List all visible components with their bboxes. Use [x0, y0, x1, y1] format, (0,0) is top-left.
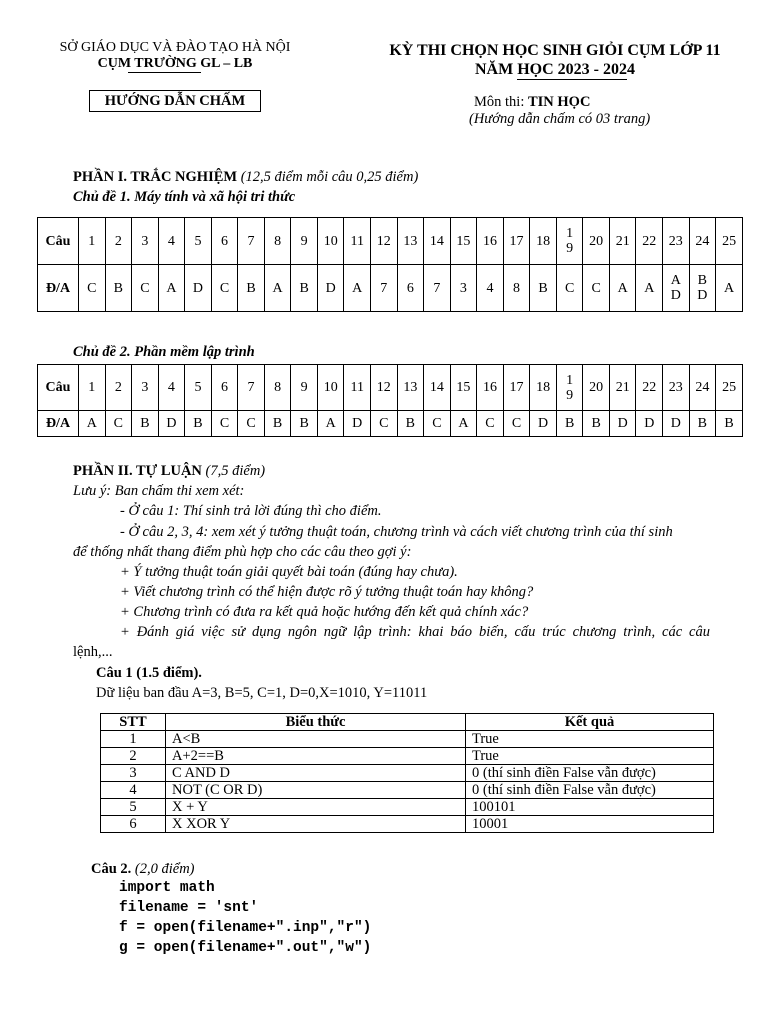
expression-result-cell: True: [466, 748, 714, 765]
answers2-cell: B: [689, 411, 716, 437]
expression-expression-cell: C AND D: [166, 765, 466, 782]
answers1-cell: B D: [689, 265, 716, 312]
answers2-cell: D: [663, 411, 690, 437]
question-cell: 3: [132, 365, 159, 411]
expression-result-cell: 0 (thí sinh điền False vẫn được): [466, 782, 714, 799]
question-cell: 1 9: [556, 218, 583, 265]
expression-stt-cell: 1: [101, 731, 166, 748]
answers1-cell: A: [636, 265, 663, 312]
answers2-cell: D: [344, 411, 371, 437]
topic1-title: Chủ đề 1. Máy tính và xã hội tri thức: [73, 189, 296, 205]
note-questions234-line2: để thống nhất thang điểm phù hợp cho các câu theo gợi ý:: [73, 544, 412, 560]
expression-stt-cell: 6: [101, 816, 166, 833]
question2-points: (2,0 điểm): [131, 861, 195, 877]
question-cell: 11: [344, 365, 371, 411]
answers1-cell: A: [264, 265, 291, 312]
question-cell: 16: [477, 365, 504, 411]
question-cell: 20: [583, 365, 610, 411]
question-cell: 22: [636, 218, 663, 265]
expression-row: [101, 748, 714, 765]
answer-row: [38, 265, 743, 312]
question-cell: 14: [424, 218, 451, 265]
answers2-cell: D: [158, 411, 185, 437]
question-cell: 23: [663, 365, 690, 411]
expression-row: [101, 731, 714, 748]
question-cell: 16: [477, 218, 504, 265]
expression-row: [101, 765, 714, 782]
answers2-cell: B: [583, 411, 610, 437]
cluster-name: CỤM TRƯỜNG GL – LB: [97, 56, 253, 71]
answers2-cell: B: [264, 411, 291, 437]
question-cell: 10: [317, 365, 344, 411]
header-left: [40, 40, 310, 72]
expression-table: [100, 713, 714, 833]
question-cell: 11: [344, 218, 371, 265]
answers1-cell: D: [317, 265, 344, 312]
expression-stt-cell: 4: [101, 782, 166, 799]
criterion-algorithm: + Ý tưởng thuật toán giải quyết bài toán (đúng hay chưa).: [120, 564, 458, 580]
answers2-cell: C: [503, 411, 530, 437]
answers1-cell: A D: [663, 265, 690, 312]
expression-stt-cell: 3: [101, 765, 166, 782]
answer-grid-topic2: [37, 364, 743, 437]
pages-note: (Hướng dẫn chấm có 03 trang): [469, 111, 651, 127]
question-row: [38, 365, 743, 411]
question-cell: 7: [238, 365, 265, 411]
expression-result-cell: 0 (thí sinh điền False vẫn được): [466, 765, 714, 782]
answers2-cell: C: [424, 411, 451, 437]
expression-expression-cell: X + Y: [166, 799, 466, 816]
question-cell: 25: [716, 218, 743, 265]
question-cell: 21: [609, 365, 636, 411]
question-cell: 18: [530, 365, 557, 411]
answers1-cell: D: [185, 265, 212, 312]
answers2-cell: B: [716, 411, 743, 437]
header-divider: [128, 72, 201, 73]
part2-heading: PHẦN II. TỰ LUẬN: [73, 463, 202, 479]
answers1-cell: A: [158, 265, 185, 312]
col-stt: STT: [101, 714, 166, 731]
answers2-cell: B: [185, 411, 212, 437]
part1-points: (12,5 điểm mỗi câu 0,25 điểm): [237, 169, 419, 185]
question-cell: 2: [105, 365, 132, 411]
question-cell: 25: [716, 365, 743, 411]
question-cell: 15: [450, 365, 477, 411]
exam-title-line2: NĂM HỌC 2023 - 2024: [475, 61, 635, 78]
answers2-cell: B: [556, 411, 583, 437]
answers2-cell: C: [105, 411, 132, 437]
code-line: f = open(filename+".inp","r"): [119, 920, 372, 936]
answers1-cell: 6: [397, 265, 424, 312]
answers2-cell: C: [371, 411, 398, 437]
answers2-cell: D: [609, 411, 636, 437]
question-cell: 10: [317, 218, 344, 265]
answers1-cell: C: [556, 265, 583, 312]
expression-row: [101, 782, 714, 799]
expression-row: [101, 816, 714, 833]
code-line: g = open(filename+".out","w"): [119, 940, 372, 956]
question-cell: 17: [503, 365, 530, 411]
note-questions234-line1: - Ở câu 2, 3, 4: xem xét ý tưởng thuật toán, chương trình và cách viết chương trình của thí sinh: [120, 524, 673, 540]
answer-grid-topic1: [37, 217, 743, 312]
exam-title: [360, 41, 750, 79]
subject-line: [474, 94, 590, 111]
col-result: Kết quả: [466, 714, 714, 731]
subject-label: Môn thi:: [474, 94, 528, 110]
question-cell: 9: [291, 365, 318, 411]
question-row-label: Câu: [38, 218, 79, 265]
question-cell: 14: [424, 365, 451, 411]
answers2-cell: C: [211, 411, 238, 437]
question2-title: [91, 860, 195, 878]
answers2-cell: C: [238, 411, 265, 437]
note-question1: - Ở câu 1: Thí sinh trả lời đúng thì cho điểm.: [120, 503, 382, 519]
question-cell: 8: [264, 218, 291, 265]
answers1-cell: A: [344, 265, 371, 312]
question-cell: 23: [663, 218, 690, 265]
question1-data: Dữ liệu ban đầu A=3, B=5, C=1, D=0,X=1010, Y=11011: [96, 685, 428, 701]
expression-row: [101, 799, 714, 816]
answer-row: [38, 411, 743, 437]
expression-expression-cell: X XOR Y: [166, 816, 466, 833]
guide-label-box: HƯỚNG DẪN CHẤM: [89, 90, 261, 112]
answers1-cell: A: [716, 265, 743, 312]
question-cell: 6: [211, 218, 238, 265]
answers2-cell: D: [636, 411, 663, 437]
question-cell: 6: [211, 365, 238, 411]
expression-expression-cell: A+2==B: [166, 748, 466, 765]
question-cell: 12: [371, 365, 398, 411]
question-cell: 17: [503, 218, 530, 265]
criterion-language-line2: lệnh,...: [73, 644, 113, 660]
answers1-cell: C: [211, 265, 238, 312]
criterion-program: + Viết chương trình có thể hiện được rõ ý tưởng thuật toán hay không?: [120, 584, 534, 600]
answers2-cell: C: [477, 411, 504, 437]
answers1-cell: B: [530, 265, 557, 312]
question-cell: 1 9: [556, 365, 583, 411]
answers1-cell: C: [79, 265, 106, 312]
question-cell: 13: [397, 218, 424, 265]
part2-title: [73, 462, 265, 480]
question-cell: 15: [450, 218, 477, 265]
expression-result-cell: 100101: [466, 799, 714, 816]
col-expression: Biểu thức: [166, 714, 466, 731]
exam-title-divider: [517, 79, 627, 80]
expression-expression-cell: NOT (C OR D): [166, 782, 466, 799]
question-cell: 5: [185, 218, 212, 265]
answers1-cell: B: [238, 265, 265, 312]
exam-title-line1: KỲ THI CHỌN HỌC SINH GIỎI CỤM LỚP 11: [389, 42, 721, 59]
question-cell: 2: [105, 218, 132, 265]
answers2-cell: A: [450, 411, 477, 437]
question-cell: 4: [158, 218, 185, 265]
question-cell: 1: [79, 365, 106, 411]
criterion-result: + Chương trình có đưa ra kết quả hoặc hướng đến kết quả chính xác?: [120, 604, 529, 620]
answers1-cell: C: [132, 265, 159, 312]
answers2-cell: B: [291, 411, 318, 437]
expression-table-header: [101, 714, 714, 731]
question-cell: 5: [185, 365, 212, 411]
question-cell: 8: [264, 365, 291, 411]
grading-note: Lưu ý: Ban chấm thi xem xét:: [73, 483, 245, 499]
answers1-cell: 4: [477, 265, 504, 312]
answers2-cell: B: [132, 411, 159, 437]
answer-row-label: Đ/A: [38, 265, 79, 312]
part2-points: (7,5 điểm): [201, 463, 266, 479]
question-cell: 13: [397, 365, 424, 411]
question-cell: 24: [689, 218, 716, 265]
answers2-cell: A: [317, 411, 344, 437]
answers2-cell: B: [397, 411, 424, 437]
code-line: filename = 'snt': [119, 900, 259, 916]
criterion-language-line1: + Đánh giá việc sử dụng ngôn ngữ lập trình: khai báo biến, cấu trúc chương trình, các câu: [120, 624, 710, 640]
question-cell: 9: [291, 218, 318, 265]
answers1-cell: C: [583, 265, 610, 312]
question-row-label: Câu: [38, 365, 79, 411]
department-name: SỞ GIÁO DỤC VÀ ĐÀO TẠO HÀ NỘI: [59, 40, 291, 55]
expression-stt-cell: 2: [101, 748, 166, 765]
question-cell: 22: [636, 365, 663, 411]
expression-result-cell: True: [466, 731, 714, 748]
code-line: import math: [119, 880, 215, 896]
expression-expression-cell: A<B: [166, 731, 466, 748]
question-row: [38, 218, 743, 265]
question-cell: 21: [609, 218, 636, 265]
part1-title: [73, 168, 418, 186]
topic2-title: Chủ đề 2. Phần mềm lập trình: [73, 344, 255, 360]
question-cell: 12: [371, 218, 398, 265]
answers1-cell: 7: [424, 265, 451, 312]
expression-result-cell: 10001: [466, 816, 714, 833]
question-cell: 7: [238, 218, 265, 265]
answer-row-label: Đ/A: [38, 411, 79, 437]
question-cell: 18: [530, 218, 557, 265]
answers1-cell: 3: [450, 265, 477, 312]
answers1-cell: B: [105, 265, 132, 312]
part1-heading: PHẦN I. TRẮC NGHIỆM: [73, 169, 238, 185]
question-cell: 20: [583, 218, 610, 265]
question1-title: Câu 1 (1.5 điểm).: [96, 665, 202, 681]
answers1-cell: A: [609, 265, 636, 312]
answers2-cell: A: [79, 411, 106, 437]
question-cell: 3: [132, 218, 159, 265]
answers1-cell: B: [291, 265, 318, 312]
question-cell: 1: [79, 218, 106, 265]
answers1-cell: 7: [371, 265, 398, 312]
expression-stt-cell: 5: [101, 799, 166, 816]
question-cell: 24: [689, 365, 716, 411]
question-cell: 4: [158, 365, 185, 411]
answers2-cell: D: [530, 411, 557, 437]
subject-value: TIN HỌC: [527, 94, 591, 110]
question2-heading: Câu 2.: [91, 861, 132, 877]
answers1-cell: 8: [503, 265, 530, 312]
